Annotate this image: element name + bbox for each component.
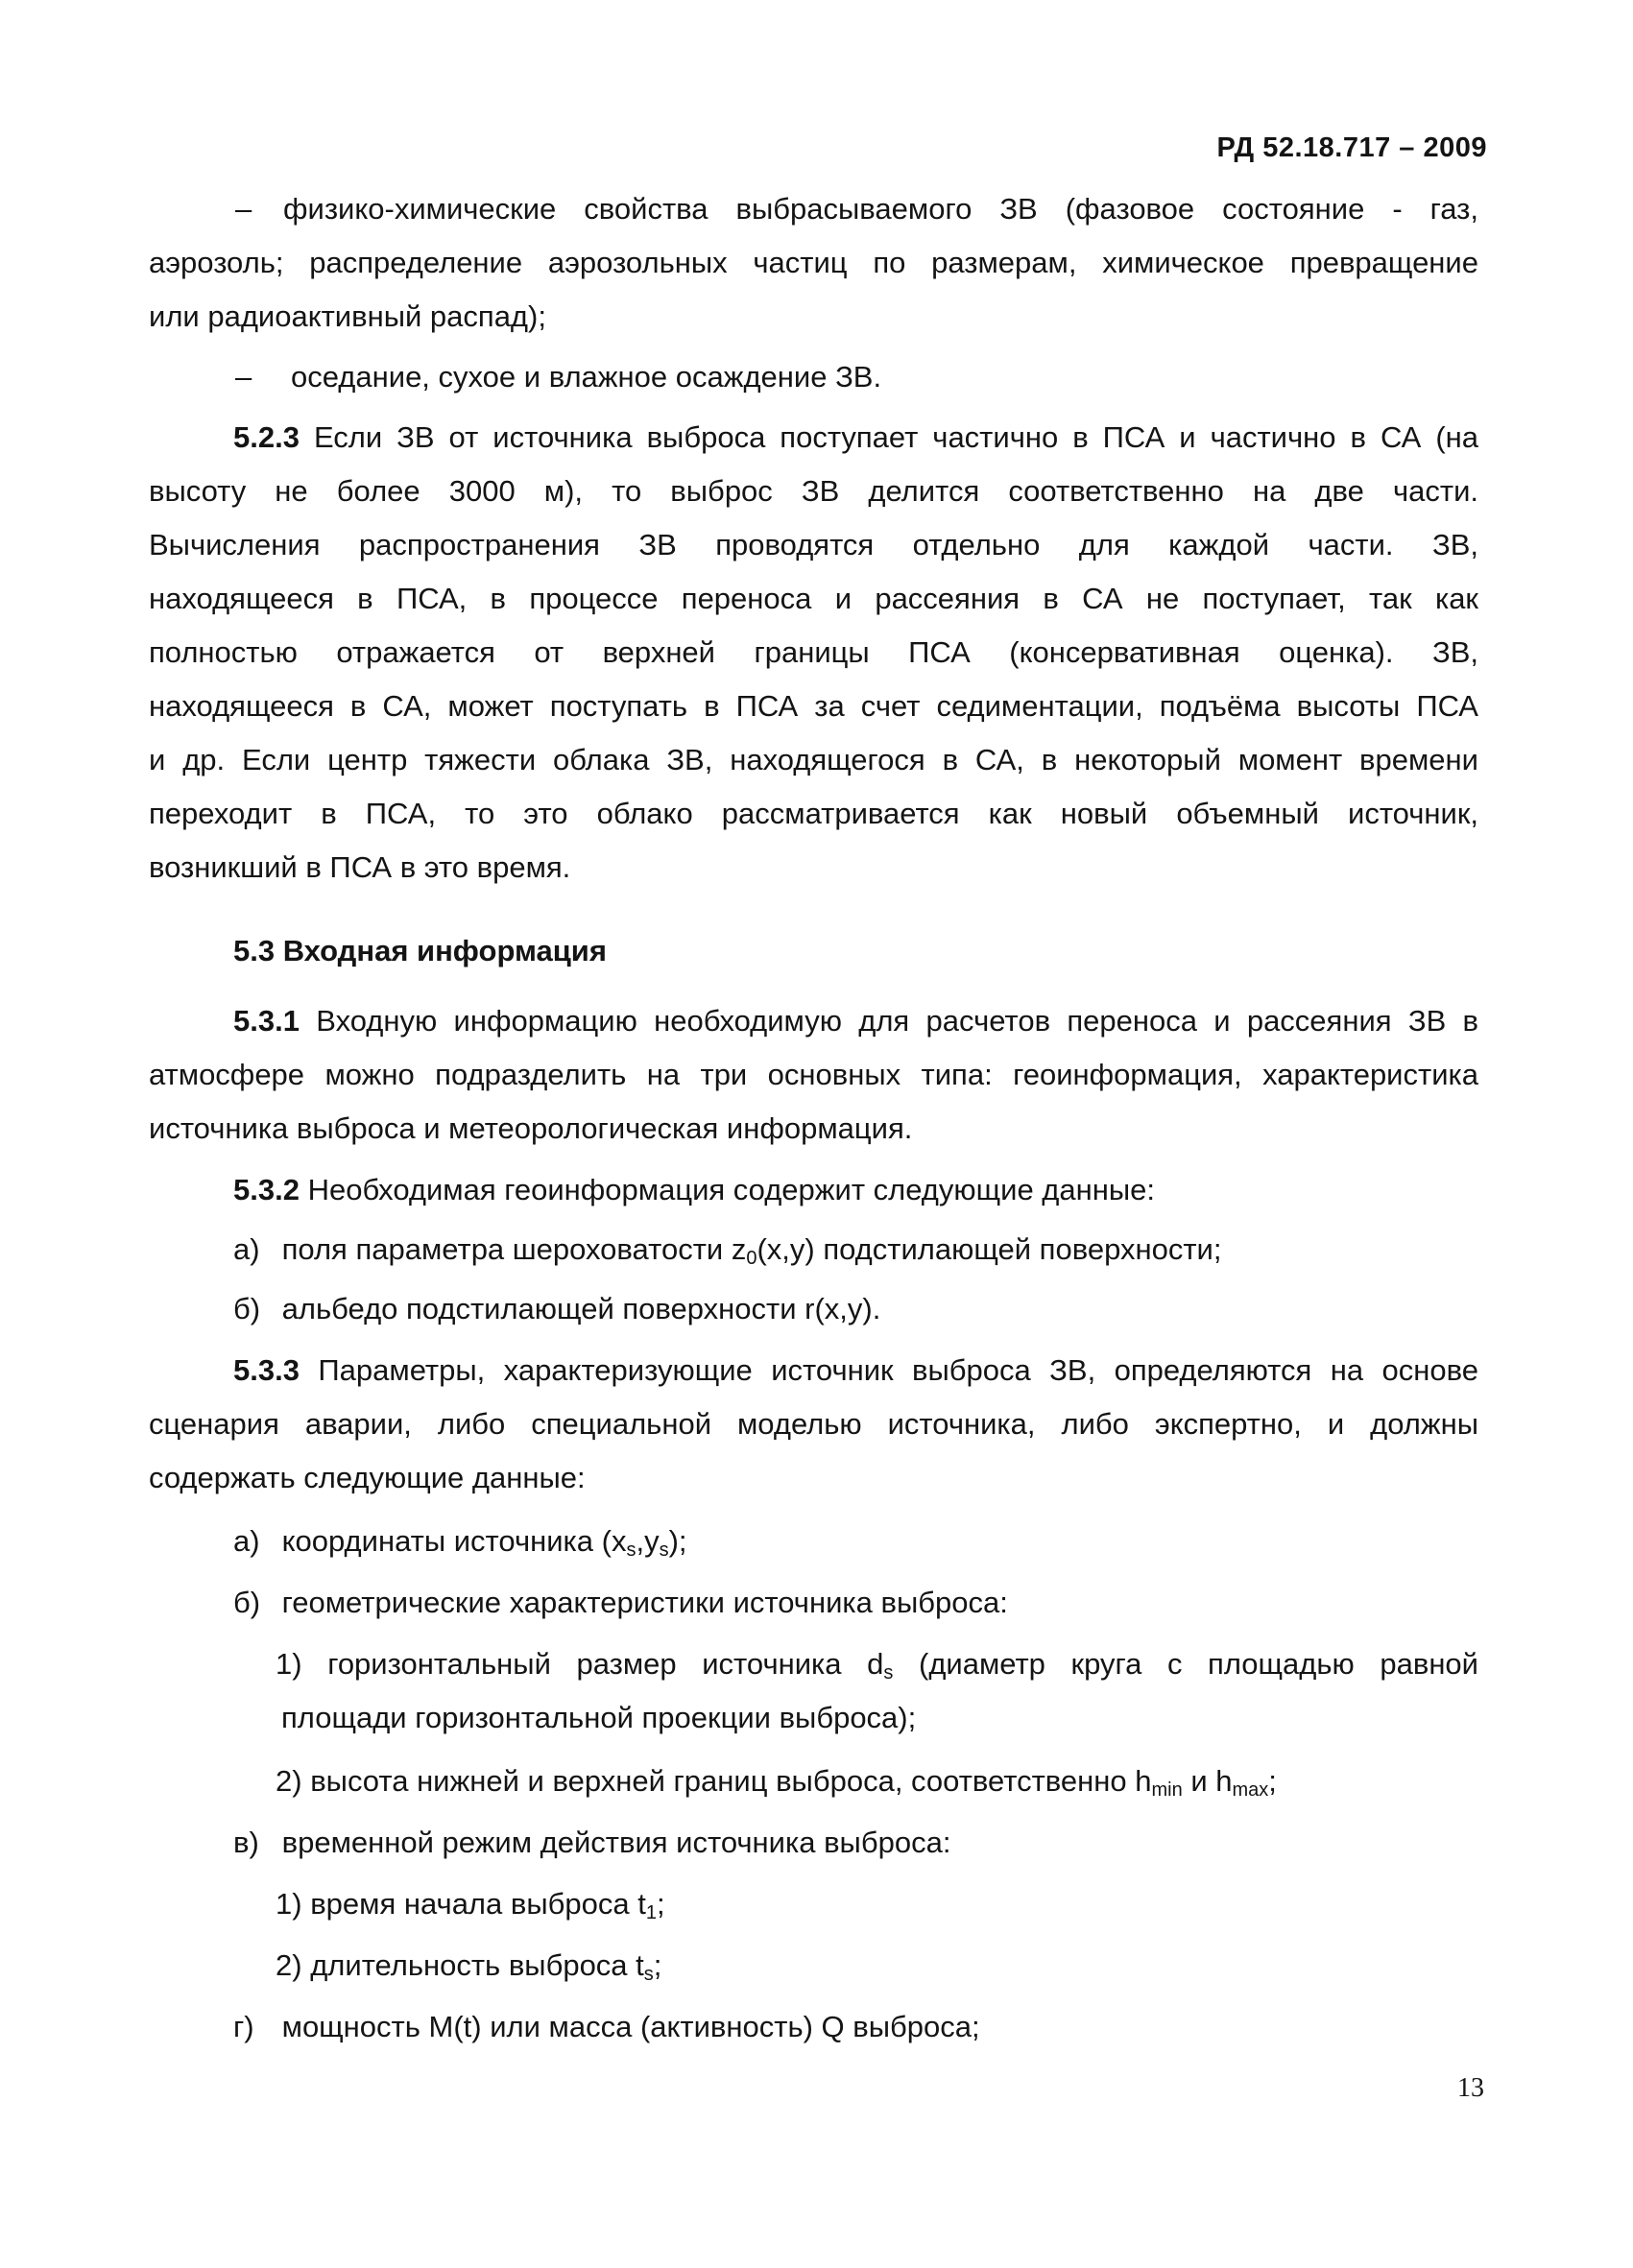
list-text: (x,y) подстилающей поверхности; xyxy=(756,1232,1222,1266)
list-label: г) xyxy=(233,2010,254,2043)
para-523-line6: находящееся в СА, может поступать в ПСА за счет седиментации, подъёма высоты ПСА xyxy=(149,689,1478,723)
sublist-item-height-bounds xyxy=(276,1755,1485,1808)
list-dash: – xyxy=(235,192,252,226)
list-label: 1) xyxy=(276,1647,302,1681)
subscript: s xyxy=(626,1540,636,1561)
list-text: ; xyxy=(1268,1764,1277,1798)
list-text: ,y xyxy=(636,1524,660,1558)
para-text: Входную информацию необходимую для расчетов переноса и рассеяния ЗВ в xyxy=(316,1004,1478,1038)
list-text: длительность выброса t xyxy=(310,1948,644,1982)
sublist-item-start-time xyxy=(276,1877,1476,1931)
para-531-line3: источника выброса и метеорологическая информация. xyxy=(149,1111,913,1145)
para-531-line1 xyxy=(149,994,1478,1048)
para-number: 5.3.1 xyxy=(233,1004,300,1038)
list-item-coordinates xyxy=(233,1515,1481,1568)
list-text: мощность M(t) или масса (активность) Q выброса; xyxy=(281,2010,980,2043)
list-item-physchem-line3: или радиоактивный распад); xyxy=(149,299,546,333)
list-label: 2) xyxy=(276,1948,302,1982)
list-item-emission-power xyxy=(233,2000,1481,2054)
para-number: 5.2.3 xyxy=(233,420,300,454)
list-label: а) xyxy=(233,1232,260,1266)
para-523-line3: Вычисления распространения ЗВ проводятся отдельно для каждой части. ЗВ, xyxy=(149,528,1478,561)
subscript: s xyxy=(883,1662,894,1683)
page-number: 13 xyxy=(1457,2073,1484,2103)
para-523-line4: находящееся в ПСА, в процессе переноса и рассеяния в СА не поступает, так как xyxy=(149,582,1478,615)
para-number: 5.3.3 xyxy=(233,1353,300,1387)
list-text: горизонтальный размер источника d xyxy=(327,1647,884,1681)
list-text: ; xyxy=(653,1948,662,1982)
sublist-item-horizontal-size-line1 xyxy=(276,1637,1478,1691)
list-text: и h xyxy=(1182,1764,1233,1798)
list-item-deposition xyxy=(235,350,1387,404)
list-text: геометрические характеристики источника выброса: xyxy=(281,1586,1008,1619)
list-item-roughness xyxy=(233,1223,1481,1277)
para-text: Параметры, характеризующие источник выброса ЗВ, определяются на основе xyxy=(318,1353,1478,1387)
list-label: в) xyxy=(233,1826,259,1859)
list-label: а) xyxy=(233,1524,260,1558)
sublist-item-horizontal-size-line2: площади горизонтальной проекции выброса); xyxy=(281,1701,917,1734)
list-item-text: физико-химические свойства выбрасываемого ЗВ (фазовое состояние - газ, xyxy=(283,192,1478,226)
list-text: ; xyxy=(656,1887,665,1921)
para-523-line5: полностью отражается от верхней границы ПСА (консервативная оценка). ЗВ, xyxy=(149,635,1478,669)
para-531-line2: атмосфере можно подразделить на три основных типа: геоинформация, характеристика xyxy=(149,1058,1478,1091)
para-523-line8: переходит в ПСА, то это облако рассматривается как новый объемный источник, xyxy=(149,797,1478,830)
list-label: б) xyxy=(233,1292,261,1325)
para-text: Необходимая геоинформация содержит следующие данные: xyxy=(307,1173,1156,1206)
subscript: s xyxy=(659,1540,669,1561)
sublist-item-duration xyxy=(276,1939,1476,1993)
list-dash: – xyxy=(235,360,252,394)
para-523-line9: возникший в ПСА в это время. xyxy=(149,850,571,884)
list-item-geometry xyxy=(233,1576,1481,1630)
list-item-physchem-line1 xyxy=(149,182,1478,236)
list-text: высота нижней и верхней границ выброса, соответственно h xyxy=(310,1764,1152,1798)
list-text: поля параметра шероховатости z xyxy=(281,1232,747,1266)
list-text: (диаметр круга с площадью равной xyxy=(893,1647,1478,1681)
subscript: s xyxy=(643,1964,654,1985)
list-label: 1) xyxy=(276,1887,302,1921)
para-533-line2: сценария аварии, либо специальной моделью источника, либо экспертно, и должны xyxy=(149,1407,1478,1441)
list-item-time-mode xyxy=(233,1816,1481,1870)
section-heading: 5.3 Входная информация xyxy=(233,934,607,967)
para-523-line1 xyxy=(149,411,1478,465)
list-item-physchem-line2: аэрозоль; распределение аэрозольных частиц по размерам, химическое превращение xyxy=(149,246,1478,279)
para-532 xyxy=(233,1163,1481,1217)
para-523-line2: высоту не более 3000 м), то выброс ЗВ делится соответственно на две части. xyxy=(149,474,1478,508)
list-label: б) xyxy=(233,1586,261,1619)
para-523-line7: и др. Если центр тяжести облака ЗВ, находящегося в СА, в некоторый момент времени xyxy=(149,743,1478,776)
list-item-text: оседание, сухое и влажное осаждение ЗВ. xyxy=(291,360,882,394)
list-label: 2) xyxy=(276,1764,302,1798)
para-number: 5.3.2 xyxy=(233,1173,300,1206)
subscript: 0 xyxy=(746,1248,757,1269)
list-item-albedo xyxy=(233,1282,1481,1336)
para-533-line3: содержать следующие данные: xyxy=(149,1461,586,1494)
para-text: Если ЗВ от источника выброса поступает частично в ПСА и частично в СА (на xyxy=(313,420,1478,454)
subscript: max xyxy=(1232,1779,1269,1801)
list-text: время начала выброса t xyxy=(310,1887,646,1921)
list-text: альбедо подстилающей поверхности r(x,y). xyxy=(281,1292,881,1325)
list-text: временной режим действия источника выброса: xyxy=(281,1826,951,1859)
subscript: min xyxy=(1151,1779,1183,1801)
document-id: РД 52.18.717 – 2009 xyxy=(1216,132,1487,163)
para-533-line1 xyxy=(149,1344,1478,1397)
subscript: 1 xyxy=(645,1902,657,1923)
list-text: ); xyxy=(668,1524,687,1558)
list-text: координаты источника (x xyxy=(281,1524,627,1558)
